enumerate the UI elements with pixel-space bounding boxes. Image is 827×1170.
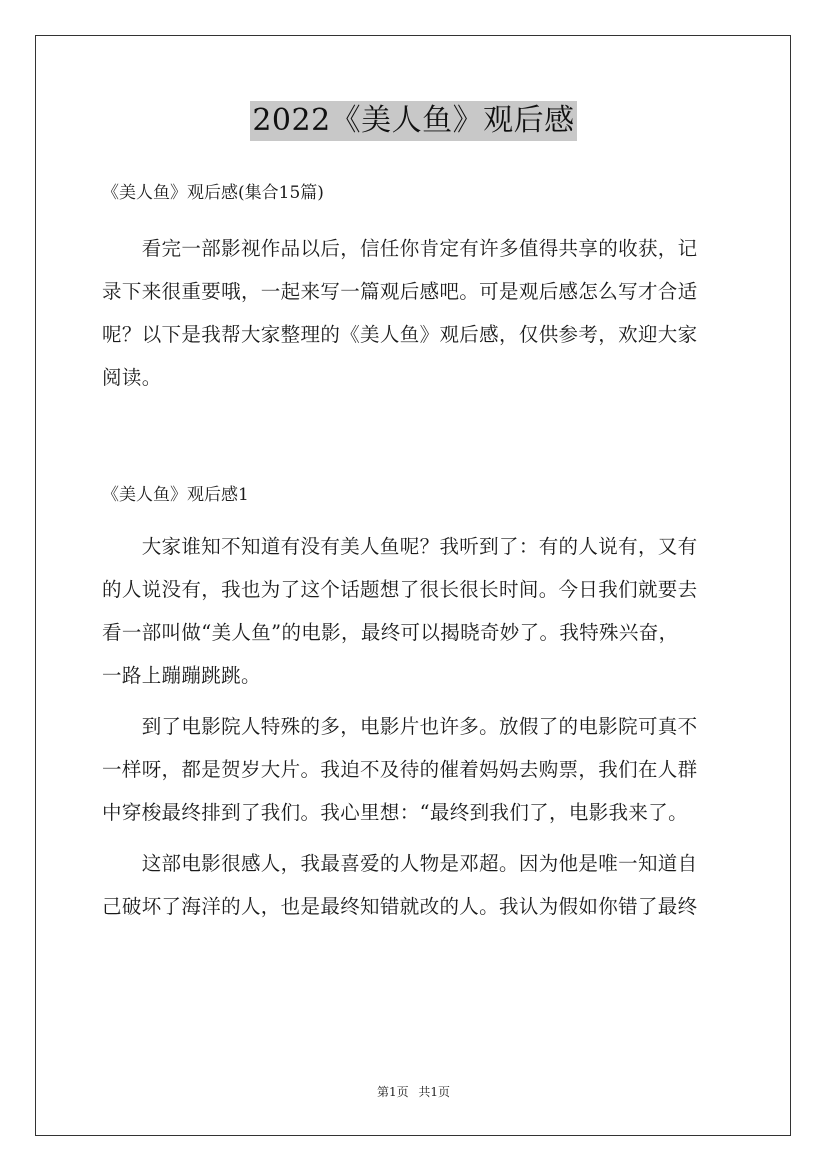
paragraph-line: 己破坏了海洋的人，也是最终知错就改的人。我认为假如你错了最终 [102, 895, 698, 918]
intro-paragraph [102, 227, 726, 399]
paragraph-line: 大家谁知不知道有没有美人鱼呢？我听到了：有的人说有，又有 [102, 535, 698, 558]
paragraph-line: 这部电影很感人，我最喜爱的人物是邓超。因为他是唯一知道自 [102, 852, 698, 875]
paragraph-line: 中穿梭最终排到了我们。我心里想：“最终到我们了，电影我来了。 [102, 801, 688, 824]
intro-line: 录下来很重要哦，一起来写一篇观后感吧。可是观后感怎么写才合适 [102, 280, 698, 303]
paragraph-line: 看一部叫做“美人鱼”的电影，最终可以揭晓奇妙了。我特殊兴奋， [102, 621, 679, 644]
title-container [0, 101, 827, 141]
paragraph-line: 一样呀，都是贺岁大片。我迫不及待的催着妈妈去购票，我们在人群 [102, 758, 698, 781]
page-total: 共1页 [418, 1085, 451, 1099]
page-footer [0, 1083, 827, 1100]
paragraph-2 [102, 705, 726, 834]
paragraph-line: 到了电影院人特殊的多，电影片也许多。放假了的电影院可真不 [102, 715, 698, 738]
page-number: 第1页 [376, 1085, 409, 1099]
intro-line: 呢？以下是我帮大家整理的《美人鱼》观后感，仅供参考，欢迎大家 [102, 323, 698, 346]
section-heading: 《美人鱼》观后感1 [102, 485, 249, 505]
paragraph-line: 一路上蹦蹦跳跳。 [102, 664, 261, 687]
paragraph-3 [102, 842, 726, 928]
subtitle: 《美人鱼》观后感(集合15篇) [102, 183, 324, 203]
paragraph-1 [102, 525, 726, 697]
document-title: 2022《美人鱼》观后感 [250, 101, 576, 141]
document-body [102, 172, 726, 928]
intro-line: 阅读。 [102, 366, 162, 389]
paragraph-line: 的人说没有，我也为了这个话题想了很长很长时间。今日我们就要去 [102, 578, 698, 601]
intro-line: 看完一部影视作品以后，信任你肯定有许多值得共享的收获，记 [102, 237, 698, 260]
